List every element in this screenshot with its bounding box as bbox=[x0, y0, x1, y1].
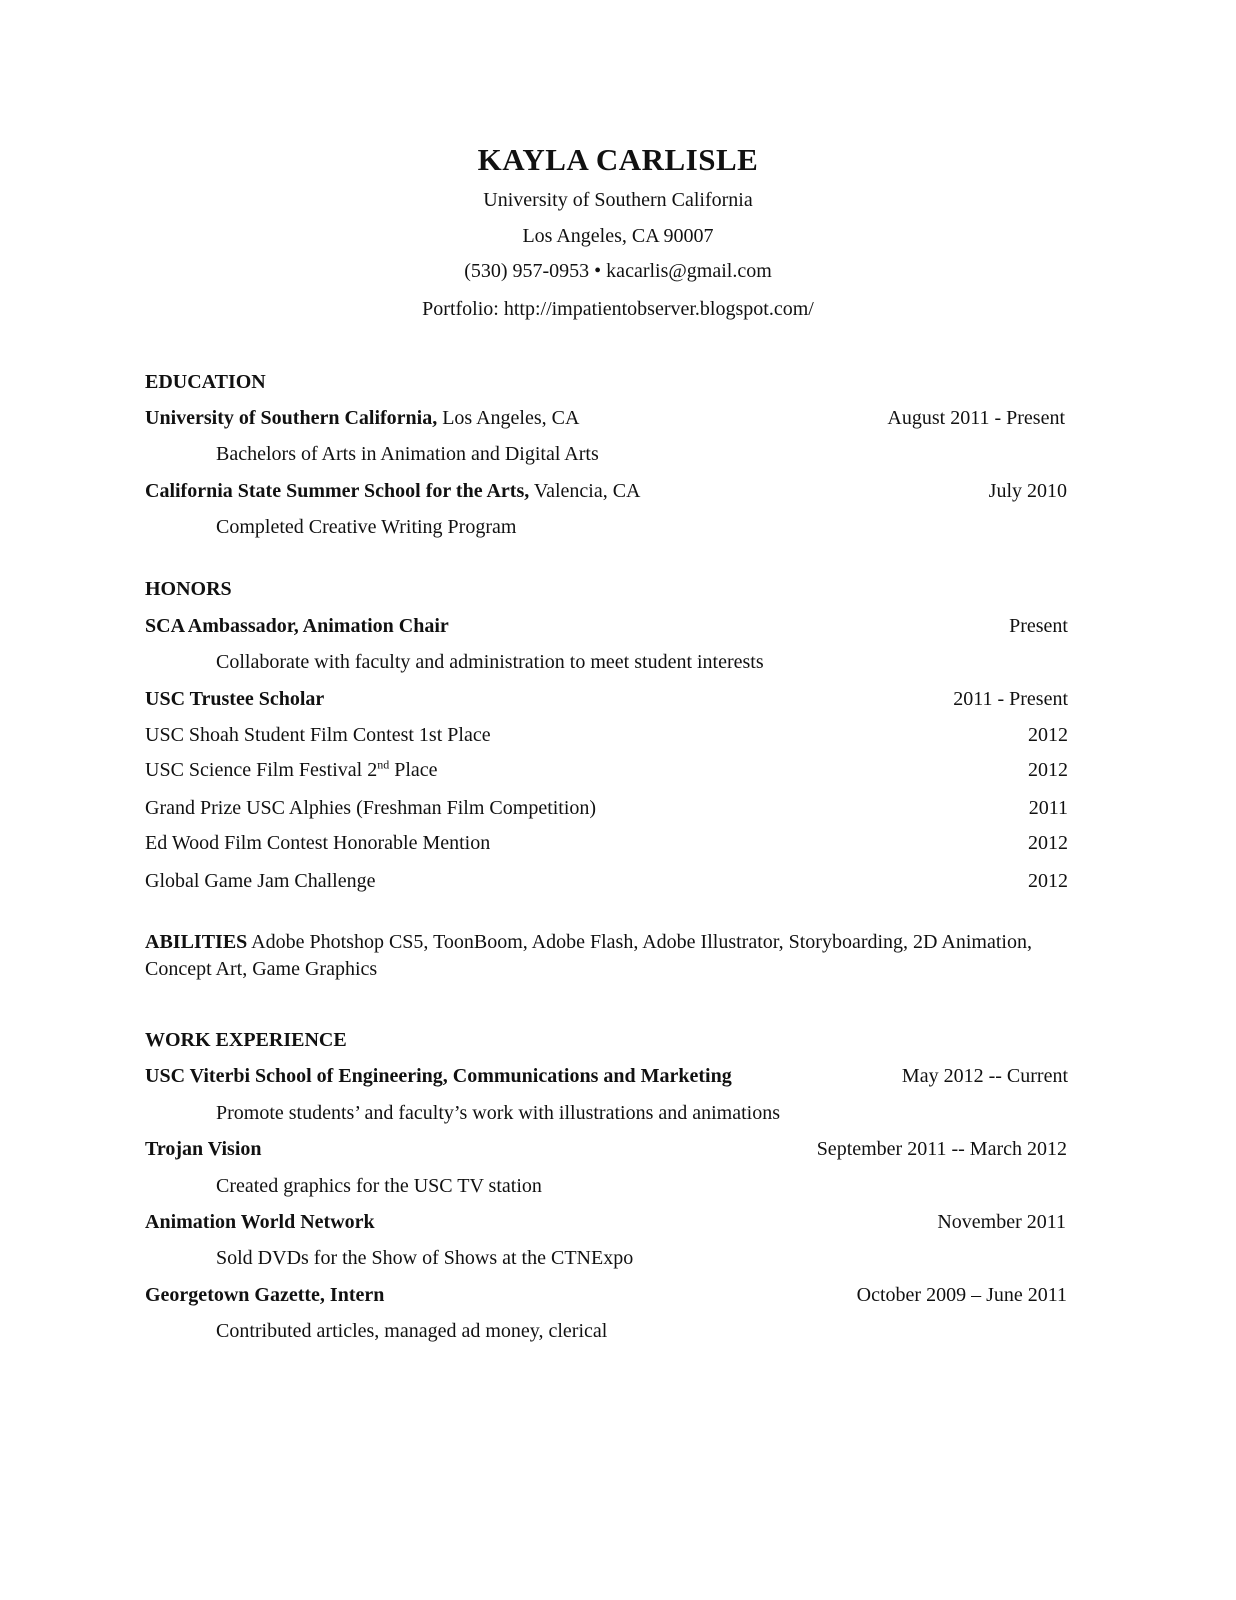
honor-title: Grand Prize USC Alphies (Freshman Film Competition) bbox=[145, 797, 597, 819]
honor-entry bbox=[145, 867, 1077, 895]
employer-name: Georgetown Gazette, Intern bbox=[145, 1284, 385, 1306]
honor-date: 2012 bbox=[1028, 724, 1068, 746]
work-date: October 2009 – June 2011 bbox=[856, 1284, 1067, 1306]
work-entry bbox=[145, 1281, 1077, 1309]
honor-date: 2011 bbox=[1028, 797, 1068, 819]
honor-title: USC Trustee Scholar bbox=[145, 688, 325, 710]
honor-entry bbox=[145, 756, 1077, 784]
employer-name: Trojan Vision bbox=[145, 1138, 262, 1160]
work-experience-heading: WORK EXPERIENCE bbox=[145, 1029, 347, 1051]
honor-title-suffix: Place bbox=[389, 759, 438, 781]
honor-title: Global Game Jam Challenge bbox=[145, 870, 376, 892]
work-description: Promote students’ and faculty’s work with illustrations and animations bbox=[216, 1102, 780, 1124]
honors-heading: HONORS bbox=[145, 578, 232, 600]
institution-location: Valencia, CA bbox=[529, 480, 641, 502]
work-date: May 2012 -- Current bbox=[901, 1065, 1068, 1087]
honor-title-text: USC Science Film Festival 2 bbox=[145, 759, 378, 781]
work-date: September 2011 -- March 2012 bbox=[816, 1138, 1067, 1160]
honor-entry bbox=[145, 721, 1077, 749]
education-date: July 2010 bbox=[988, 480, 1067, 502]
honor-date: 2012 bbox=[1028, 832, 1068, 854]
honor-entry bbox=[145, 794, 1077, 822]
honor-title bbox=[145, 756, 438, 784]
institution-name: University of Southern California, bbox=[145, 407, 438, 429]
education-institution bbox=[145, 477, 641, 505]
honor-date: 2012 bbox=[1028, 870, 1068, 892]
honor-date: 2011 - Present bbox=[953, 688, 1068, 710]
work-date: November 2011 bbox=[937, 1211, 1066, 1233]
education-description: Completed Creative Writing Program bbox=[216, 516, 517, 538]
work-description: Contributed articles, managed ad money, clerical bbox=[216, 1320, 608, 1342]
portfolio-line: Portfolio: http://impatientobserver.blogspot.com/ bbox=[422, 298, 814, 320]
work-description: Created graphics for the USC TV station bbox=[216, 1175, 542, 1197]
honor-title: USC Shoah Student Film Contest 1st Place bbox=[145, 724, 491, 746]
work-entry bbox=[145, 1062, 1077, 1090]
school-line: University of Southern California bbox=[483, 189, 753, 211]
employer-name: USC Viterbi School of Engineering, Communications and Marketing bbox=[145, 1065, 732, 1087]
education-heading: EDUCATION bbox=[145, 371, 266, 393]
honor-title: Ed Wood Film Contest Honorable Mention bbox=[145, 832, 491, 854]
education-entry bbox=[145, 477, 1077, 505]
applicant-name: KAYLA CARLISLE bbox=[477, 142, 759, 177]
address-line: Los Angeles, CA 90007 bbox=[522, 225, 714, 247]
honor-title: SCA Ambassador, Animation Chair bbox=[145, 615, 449, 637]
ordinal-suffix: nd bbox=[377, 757, 390, 772]
honor-entry bbox=[145, 685, 1077, 713]
education-entry bbox=[145, 404, 1077, 432]
abilities-text: Adobe Photshop CS5, ToonBoom, Adobe Flash, Adobe Illustrator, Storyboarding, 2D Animation, Concept Art, Game Graphics bbox=[145, 931, 1032, 980]
work-entry bbox=[145, 1135, 1077, 1163]
work-description: Sold DVDs for the Show of Shows at the CTNExpo bbox=[216, 1247, 634, 1269]
work-entry bbox=[145, 1208, 1077, 1236]
employer-name: Animation World Network bbox=[145, 1211, 375, 1233]
honor-date: 2012 bbox=[1028, 759, 1068, 781]
phone-email-line: (530) 957-0953 • kacarlis@gmail.com bbox=[464, 260, 772, 282]
abilities-heading: ABILITIES bbox=[145, 931, 248, 953]
institution-name: California State Summer School for the Arts, bbox=[145, 480, 530, 502]
honor-description: Collaborate with faculty and administration to meet student interests bbox=[216, 651, 764, 673]
honor-entry bbox=[145, 612, 1077, 640]
education-date: August 2011 - Present bbox=[887, 407, 1065, 429]
honor-entry bbox=[145, 829, 1077, 857]
abilities-section bbox=[145, 929, 1045, 983]
education-description: Bachelors of Arts in Animation and Digital Arts bbox=[216, 443, 599, 465]
honor-date: Present bbox=[1009, 615, 1068, 637]
institution-location: Los Angeles, CA bbox=[437, 407, 580, 429]
education-institution bbox=[145, 404, 579, 432]
